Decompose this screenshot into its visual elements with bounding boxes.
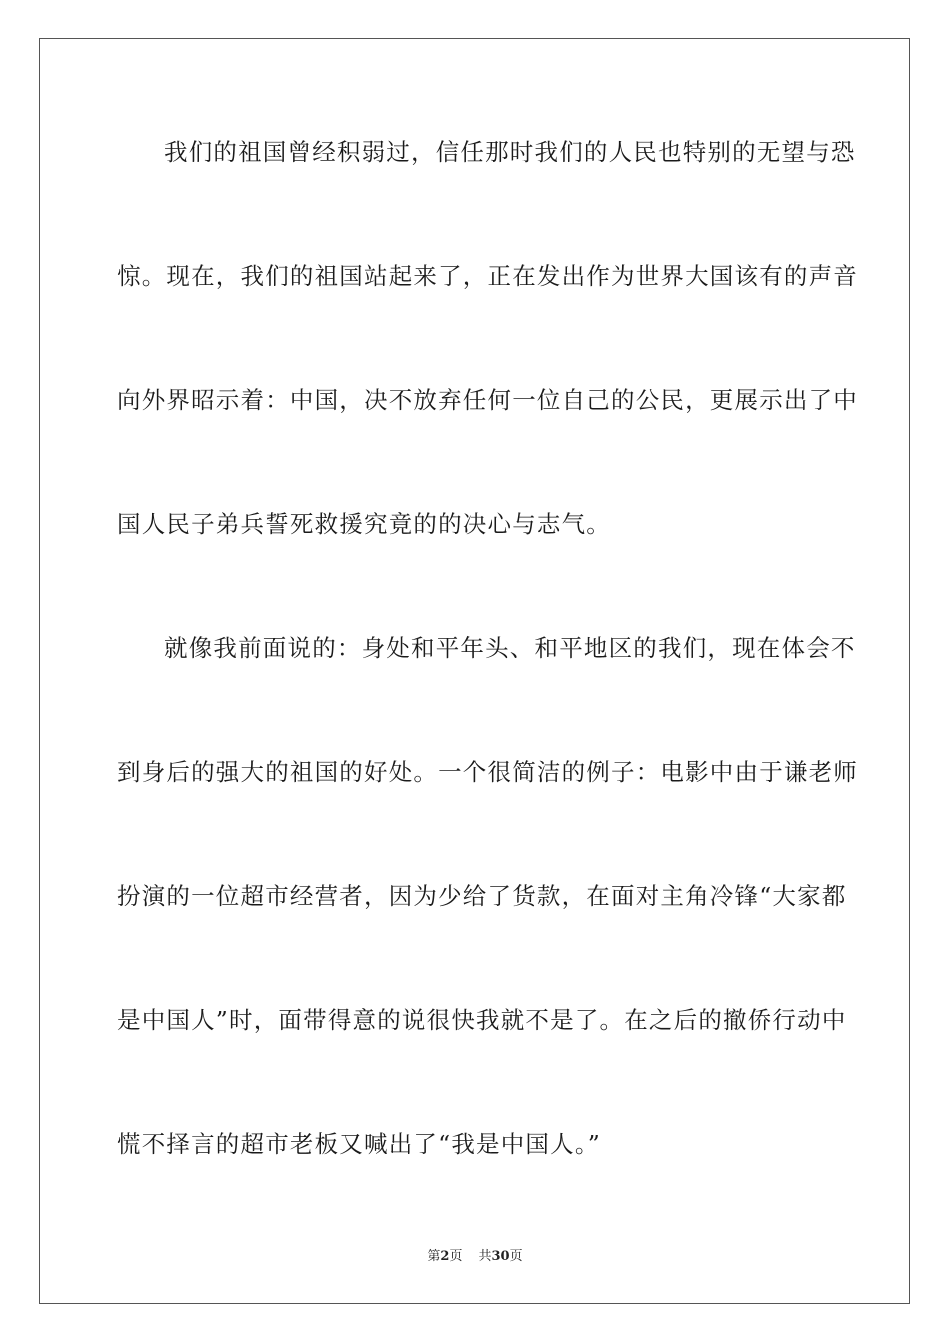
total-prefix: 共 [478, 1249, 492, 1264]
paragraph-2-line-2: 到身后的强大的祖国的好处。一个很简洁的例子：电影中由于谦老师 [117, 758, 858, 786]
total-suffix: 页 [509, 1249, 523, 1264]
paragraph-1-line-4: 国人民子弟兵誓死救援究竟的的决心与志气。 [117, 510, 611, 538]
page-footer [0, 1248, 950, 1266]
paragraph-1-line-1: 我们的祖国曾经积弱过，信任那时我们的人民也特别的无望与恐 [164, 138, 856, 166]
page-prefix: 第 [427, 1249, 441, 1264]
paragraph-2-line-3: 扮演的一位超市经营者，因为少给了货款，在面对主角冷锋“大家都 [117, 882, 847, 910]
paragraph-2-line-4: 是中国人”时，面带得意的说很快我就不是了。在之后的撤侨行动中 [117, 1006, 847, 1034]
paragraph-1-line-2: 惊。现在，我们的祖国站起来了，正在发出作为世界大国该有的声音 [117, 262, 858, 290]
paragraph-2-line-1: 就像我前面说的：身处和平年头、和平地区的我们，现在体会不 [164, 634, 856, 662]
page-suffix: 页 [449, 1249, 463, 1264]
paragraph-2-line-5: 慌不择言的超市老板又喊出了“我是中国人。” [117, 1130, 601, 1158]
total-pages: 30 [491, 1249, 510, 1264]
paragraph-1-line-3: 向外界昭示着：中国，决不放弃任何一位自己的公民，更展示出了中 [117, 386, 858, 414]
page-border [39, 38, 910, 1304]
page-number: 2 [440, 1249, 450, 1264]
